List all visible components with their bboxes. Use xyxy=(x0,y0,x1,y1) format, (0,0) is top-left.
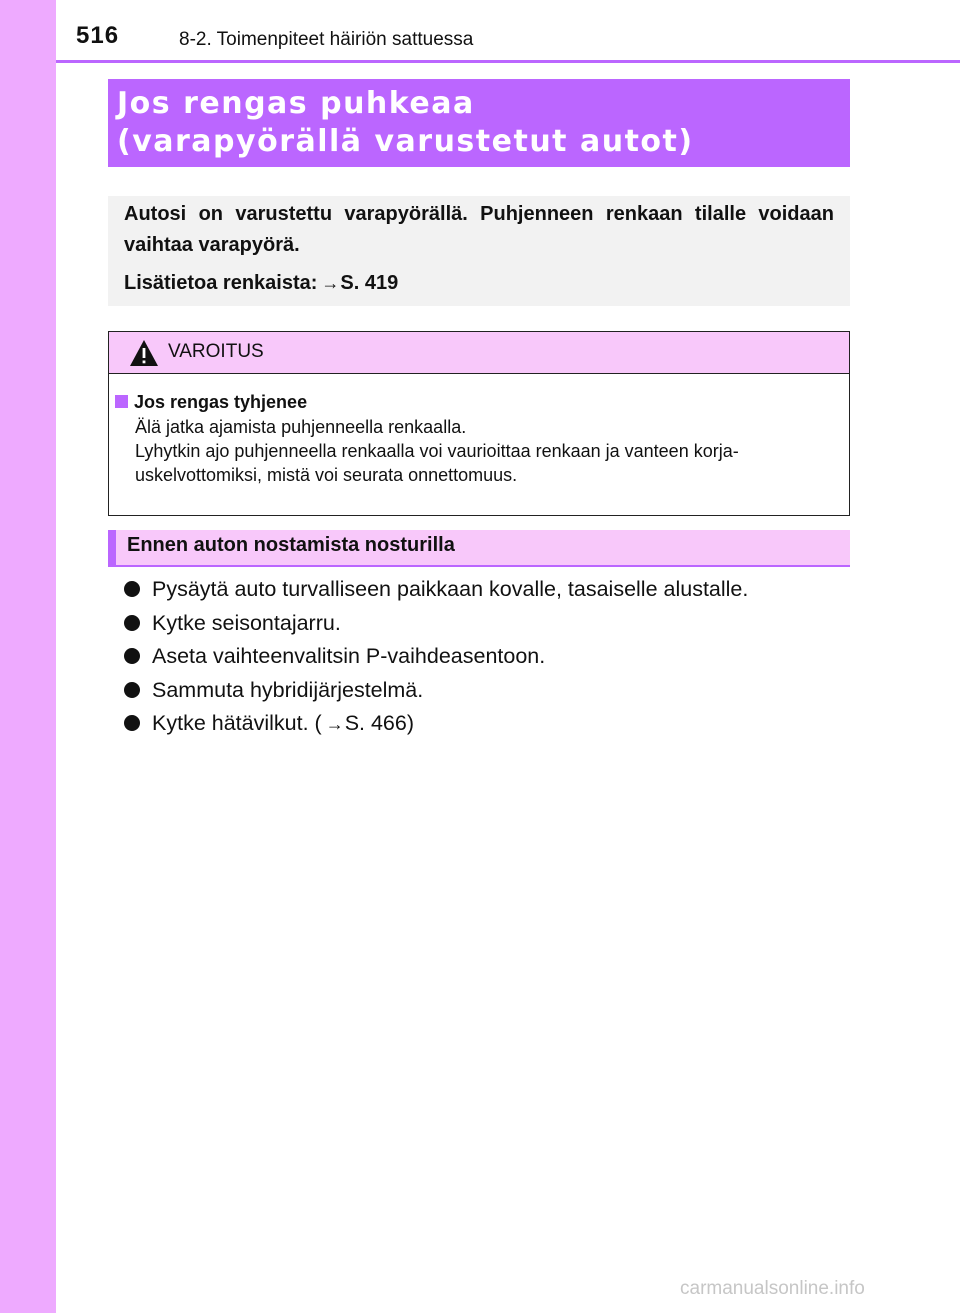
bullet-dot-icon xyxy=(124,682,140,698)
warning-heading-text: Jos rengas tyhjenee xyxy=(134,392,308,412)
list-item-text: Aseta vaihteenvalitsin P-vaihdeasentoon. xyxy=(152,644,546,668)
intro-reference-label: Lisätietoa renkaista: xyxy=(124,272,318,294)
subsection-heading-bar xyxy=(108,530,116,565)
subsection-heading xyxy=(108,530,850,567)
section-title: 8-2. Toimenpiteet häiriön sattuessa xyxy=(179,29,474,50)
list-item-text: Sammuta hybridijärjestelmä. xyxy=(152,677,424,702)
warning-triangle-icon xyxy=(129,339,159,367)
warning-line: Lyhytkin ajo puhjenneella renkaalla voi vaurioittaa renkaan ja vanteen korja- xyxy=(135,441,739,461)
bullet-dot-icon xyxy=(124,581,140,597)
list-item xyxy=(124,674,854,708)
procedure-list xyxy=(124,573,854,742)
chapter-title-line-1: Jos rengas puhkeaa xyxy=(117,86,475,121)
chapter-title-box xyxy=(108,79,850,167)
intro-reference xyxy=(124,268,834,299)
side-color-strip xyxy=(0,0,56,1313)
intro-text: Autosi on varustettu varapyörällä. Puhjenneen renkaan tilalle voidaan vaihtaa varapyörä. xyxy=(124,203,834,256)
bullet-dot-icon xyxy=(124,715,140,731)
watermark: carmanualsonline.info xyxy=(680,1278,865,1299)
warning-label: VAROITUS xyxy=(168,341,264,362)
header-divider xyxy=(56,60,960,63)
list-item xyxy=(124,640,854,674)
subsection-heading-text: Ennen auton nostamista nosturilla xyxy=(127,534,455,556)
intro-box xyxy=(108,196,850,306)
list-item xyxy=(124,573,854,607)
list-item-text: Pysäytä auto turvalliseen paikkaan kovalle, tasaiselle alustalle. xyxy=(152,577,749,601)
list-item-text: Kytke seisontajarru. xyxy=(152,610,341,635)
page-number: 516 xyxy=(76,22,120,49)
list-item xyxy=(124,607,854,641)
list-item-page-reference[interactable]: S. 466) xyxy=(344,711,415,735)
warning-line: Älä jatka ajamista puhjenneella renkaalla. xyxy=(135,417,467,437)
chapter-title-line-2: (varapyörällä varustetut autot) xyxy=(117,124,694,159)
warning-box xyxy=(108,331,850,516)
warning-heading xyxy=(115,389,839,415)
list-item-text: Kytke hätävilkut. ( xyxy=(152,711,322,735)
square-bullet-icon xyxy=(115,395,128,408)
warning-body xyxy=(109,374,849,487)
intro-reference-page[interactable]: S. 419 xyxy=(340,272,399,294)
arrow-right-icon: → xyxy=(325,714,344,734)
list-item xyxy=(124,707,854,742)
arrow-right-icon: → xyxy=(321,273,340,293)
bullet-dot-icon xyxy=(124,648,140,664)
bullet-dot-icon xyxy=(124,615,140,631)
warning-header xyxy=(109,332,849,374)
warning-line: uskelvottomiksi, mistä voi seurata onnettomuus. xyxy=(135,465,518,485)
